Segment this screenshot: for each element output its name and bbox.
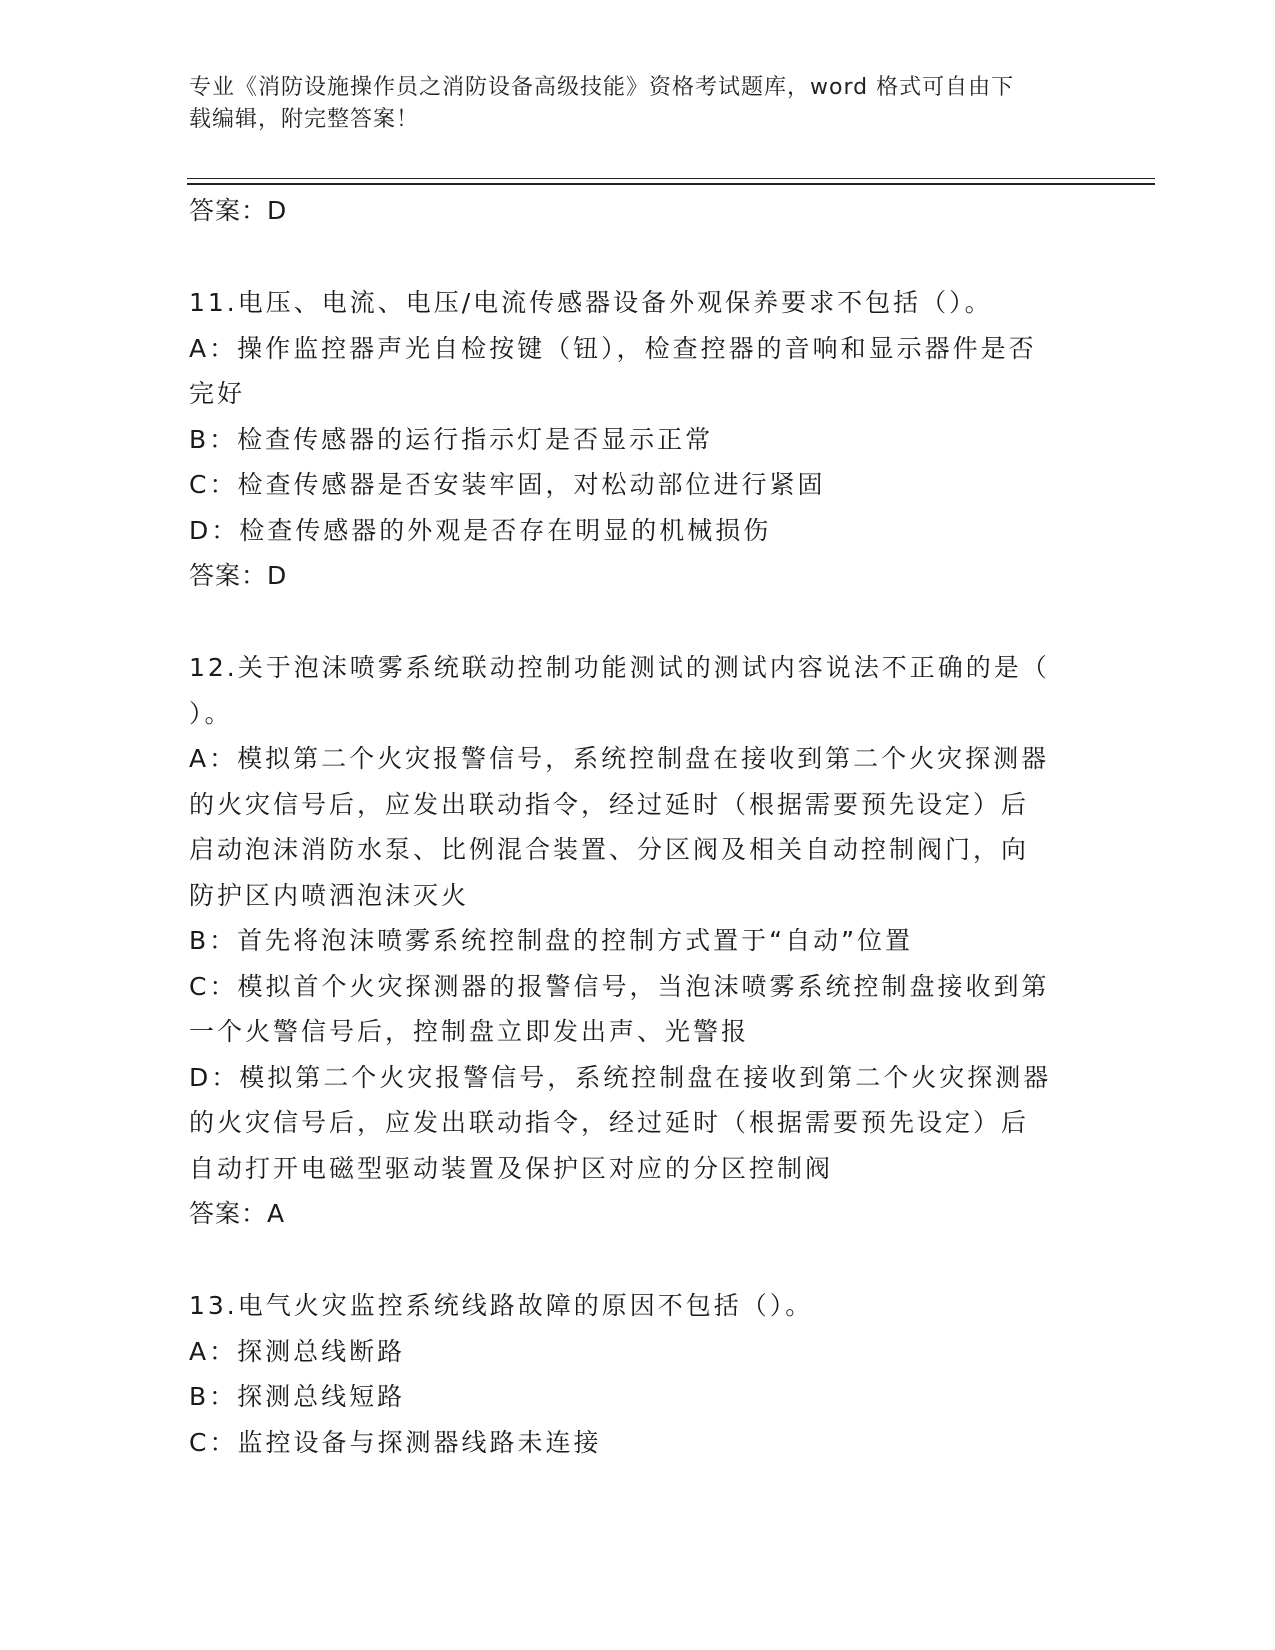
question-11-option-d: D：检查传感器的外观是否存在明显的机械损伤 xyxy=(189,515,772,545)
question-12-option-c-cont: 一个火警信号后，控制盘立即发出声、光警报 xyxy=(189,1017,750,1046)
question-12-option-a-cont: 的火灾信号后，应发出联动指令，经过延时（根据需要预先设定）后 xyxy=(189,789,1030,819)
question-11-option-a-cont: 完好 xyxy=(189,379,246,408)
spacer xyxy=(189,599,1089,645)
header-rule-thin xyxy=(187,178,1155,179)
question-11-option-a: A：操作监控器声光自检按键（钮），检查控器的音响和显示器件是否 xyxy=(189,333,1037,363)
spacer xyxy=(189,234,1089,280)
spacer xyxy=(189,1237,1089,1283)
question-12-stem-cont: ）。 xyxy=(189,698,233,728)
header-line-1: 专业《消防设施操作员之消防设备高级技能》资格考试题库，word 格式可自由下 xyxy=(189,75,1015,100)
question-12-option-d-cont: 的火灾信号后，应发出联动指令，经过延时（根据需要预先设定）后 xyxy=(189,1108,1030,1137)
question-11-answer: 答案：D xyxy=(189,561,288,590)
question-13 xyxy=(189,1283,1089,1465)
answer-previous: 答案：D xyxy=(189,196,288,225)
question-12-option-a: A：模拟第二个火灾报警信号，系统控制盘在接收到第二个火灾探测器 xyxy=(189,744,1050,773)
document-header xyxy=(189,72,1089,136)
question-12 xyxy=(189,645,1089,1191)
question-12-stem: 12.关于泡沫喷雾系统联动控制功能测试的测试内容说法不正确的是（ xyxy=(189,653,1050,682)
question-12-option-a-cont: 启动泡沫消防水泵、比例混合装置、分区阀及相关自动控制阀门，向 xyxy=(189,835,1030,864)
question-12-option-d-cont: 自动打开电磁型驱动装置及保护区对应的分区控制阀 xyxy=(189,1153,834,1183)
question-12-option-a-cont: 防护区内喷洒泡沫灭火 xyxy=(189,880,470,910)
question-13-option-c: C：监控设备与探测器线路未连接 xyxy=(189,1427,602,1457)
question-13-option-a: A：探测总线断路 xyxy=(189,1336,406,1366)
question-11-stem: 11.电压、电流、电压/电流传感器设备外观保养要求不包括（）。 xyxy=(189,288,993,317)
question-content xyxy=(189,188,1089,1465)
question-12-option-b: B：首先将泡沫喷雾系统控制盘的控制方式置于“自动”位置 xyxy=(189,926,914,955)
question-13-option-b: B：探测总线短路 xyxy=(189,1382,406,1411)
question-11 xyxy=(189,280,1089,553)
question-11-option-c: C：检查传感器是否安装牢固，对松动部位进行紧固 xyxy=(189,470,826,499)
question-12-answer: 答案：A xyxy=(189,1199,286,1228)
question-12-option-c: C：模拟首个火灾探测器的报警信号，当泡沫喷雾系统控制盘接收到第 xyxy=(189,971,1050,1001)
question-12-option-d: D：模拟第二个火灾报警信号，系统控制盘在接收到第二个火灾探测器 xyxy=(189,1062,1052,1092)
header-rule-thick xyxy=(187,183,1155,185)
question-11-option-b: B：检查传感器的运行指示灯是否显示正常 xyxy=(189,424,714,454)
header-line-2: 载编辑，附完整答案！ xyxy=(189,107,420,132)
question-13-stem: 13.电气火灾监控系统线路故障的原因不包括（）。 xyxy=(189,1291,814,1320)
